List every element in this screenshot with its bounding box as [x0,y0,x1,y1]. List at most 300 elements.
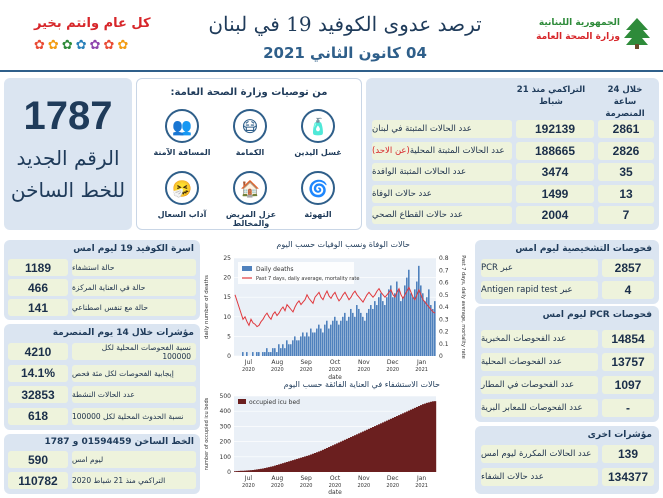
flower-icon: ✿ [75,38,87,53]
death-bar [330,325,332,356]
death-bar [292,340,294,356]
icu-bar [370,428,372,472]
y2-tick-label: 0.4 [439,304,449,311]
icu-bar [260,469,262,472]
summary-row-label [372,206,512,224]
death-bar [268,352,270,356]
icu-bar [342,441,344,472]
death-bar [376,305,378,356]
death-bar [434,301,436,356]
icu-bar [238,471,240,472]
icu-bar [414,408,416,472]
icu-bar [310,455,312,472]
indicators14-value: 618 [8,408,68,425]
icu-bar [432,401,434,472]
death-bar [352,313,354,356]
icu-bar [364,431,366,472]
icu-bar [384,422,386,472]
indicators14-label: نسبة الحدوث المحلية لكل 100000 [72,408,196,425]
header [0,0,663,74]
y-tick-label: 0 [227,353,231,360]
death-bar [306,332,308,356]
y-tick-label: 200 [219,438,231,446]
death-bar [282,344,284,356]
x-tick-label: Jan [416,475,427,482]
ventilation-icon: 🌀 [301,171,335,205]
hotline-line1: الرقم الجديد [16,146,120,170]
y2-tick-label: 0.8 [439,255,449,262]
death-bar [428,289,430,356]
icu-bar [252,470,254,472]
death-bar [426,297,428,356]
icu-bar [394,417,396,472]
hotline_calls-value: 590 [8,451,68,468]
summary-row-label [372,142,512,160]
x-tick-label: Jan [416,359,427,366]
icu-bar [304,456,306,472]
icu-bar [258,469,260,472]
y-axis-label: number of occupied icu beds [204,397,210,471]
icu-bar [266,468,268,472]
flower-icon: ✿ [47,38,59,53]
death-bar [304,336,306,356]
death-bar [412,297,414,356]
x-year-label: 2020 [386,483,400,489]
icu-bar [338,443,340,472]
icu-bar [422,404,424,472]
death-bar [384,305,386,356]
icu-bar [346,439,348,472]
icu-bar [330,446,332,472]
icu-bar [430,402,432,472]
icu-bar [274,466,276,472]
other-value: 134377 [602,468,654,486]
icu-bar [314,453,316,472]
indicators14-label: إيجابية الفحوصات لكل مئة فحص [72,365,196,382]
icu-bar [322,450,324,472]
death-bar [356,305,358,356]
hotline_calls-value: 110782 [8,472,68,489]
summary-row-label [372,163,512,181]
y-tick-label: 0 [227,469,231,476]
icu-bar [308,455,310,472]
death-bar [336,321,338,356]
decorative-flower-row [34,38,128,53]
icu-bar [242,471,244,472]
icu-bar [244,471,246,472]
icu-bar [320,451,322,472]
x-tick-label: Nov [357,475,370,482]
icu-bar [362,432,364,472]
hospital-label: حالة في العناية المركزة [72,279,196,296]
death-bar [374,301,376,356]
death-bar [288,344,290,356]
icu-bar [272,466,274,472]
pcr-title: فحوصات PCR ليوم امس [542,310,652,320]
death-bar [286,340,288,356]
x-year-label: 2020 [270,483,284,489]
hospital-label: حالة مع تنفس اصطناعي [72,299,196,316]
death-bar [314,332,316,356]
recommendations-panel [136,78,362,230]
icu-bar [234,471,236,472]
icu-bar [324,449,326,472]
pcr-label: عدد الفحوصات للمعابر البرية [481,399,598,417]
summary-row-label-text: عدد حالات القطاع الصحي [372,210,463,220]
summary-row-label-text: عدد الحالات المثبتة في لبنان [372,124,472,134]
legend-swatch [242,266,252,271]
death-bar [270,352,272,356]
icu-bar [350,437,352,472]
icu-bar [240,471,242,472]
y-tick-label: 15 [223,294,231,302]
icu-bar [290,461,292,472]
isolation-icon: 🏠 [233,171,267,205]
death-bar [328,329,330,356]
deaths-chart-title: حالات الوفاة ونسب الوفيات حسب اليوم [276,240,410,249]
death-bar [386,297,388,356]
summary-daily-value: 2826 [598,142,654,160]
summary-daily-value: 7 [598,206,654,224]
death-bar [298,340,300,356]
death-bar [276,352,278,356]
icu-bar [372,427,374,472]
icu-bar [404,412,406,472]
death-bar [354,317,356,356]
icu-bar [360,432,362,472]
death-bar [284,348,286,356]
icu-bar [336,443,338,472]
indicators14-label: نسبة الفحوصات المحلية لكل 100000 [72,343,196,360]
distance-icon: 👥 [165,109,199,143]
summary-row-label [372,120,512,138]
x-tick-label: Dec [386,475,399,482]
other-label: عدد حالات الشفاء [481,468,598,486]
icu-bar [284,463,286,472]
death-bar [410,293,412,356]
diagnostic-label: عبر PCR [481,259,598,277]
x-year-label: 2020 [299,483,313,489]
col-header-total: التراكمي منذ 21 شباط [516,85,586,107]
deaths-chart [200,248,472,380]
indicators14-value: 32853 [8,386,68,403]
icu-bar [426,403,428,472]
y-tick-label: 300 [219,423,231,431]
diagnostic-label: عبر Antigen rapid test [481,281,598,299]
death-bar [422,293,424,356]
y2-tick-label: 0.3 [439,316,449,324]
x-tick-label: Oct [329,359,341,366]
x-year-label: 2020 [328,367,342,373]
icu-bar [340,442,342,472]
death-bar [280,348,282,356]
x-tick-label: Sep [300,475,312,482]
death-bar [378,297,380,356]
death-bar [320,329,322,356]
recommendation-label: التهوئة [304,210,332,219]
icu-bar [358,433,360,472]
legend-label: occupied icu bed [249,399,300,406]
other-title: مؤشرات اخرى [587,430,652,440]
death-bar [364,321,366,356]
icu-bar [264,468,266,472]
hospital-value: 1189 [8,259,68,276]
x-tick-label: Aug [271,475,284,482]
ministry-name-line1: الجمهورية اللبنانية [538,18,620,28]
y2-axis-label: Past 7 days, daily average, mortality rate [460,255,466,359]
icu-bar [368,429,370,472]
death-bar [262,352,264,356]
death-bar [348,317,350,356]
x-year-label: 2020 [299,367,313,373]
icu-bar [352,436,354,472]
death-bar [398,289,400,356]
death-bar [278,344,280,356]
recommendation-label: آداب السعال [157,210,207,219]
icu-bar [334,444,336,472]
death-bar [418,266,420,356]
flower-icon: ✿ [89,38,101,53]
recommendation-label: عزل المريض والمخالط [225,210,277,228]
indicators14-value: 4210 [8,343,68,360]
icu-bar [428,402,430,472]
summary-row-label-text: عدد الحالات المثبتة الوافدة [372,167,467,177]
death-bar [432,309,434,356]
y-tick-label: 500 [219,393,231,400]
y2-tick-label: 0.1 [439,340,449,348]
icu-bar [328,447,330,472]
icu-bar [410,410,412,472]
y2-tick-label: 0.2 [439,328,449,336]
summary-row-label [372,185,512,203]
hotline-line2: للخط الساخن [10,178,126,202]
icu-bar [408,411,410,472]
y-axis-label: daily number of deaths [204,275,210,339]
icu-bar [316,452,318,472]
header-divider [0,70,663,72]
greeting-text: كل عام وانتم بخير [34,16,151,31]
icu-bar [282,463,284,472]
ministry-name-line2: وزارة الصحة العامة [536,32,620,42]
icu-bar [248,470,250,472]
death-bar [258,352,260,356]
hospital-label: حالة استشفاء [72,259,196,276]
death-bar [266,348,268,356]
summary-row-note: (عن الاحد) [372,145,410,156]
hospital-value: 141 [8,299,68,316]
icu-bar [268,467,270,472]
hotline_calls-label: التراكمي منذ 21 شباط 2020 [72,472,196,489]
pcr-label: عدد الفحوصات المخبرية [481,330,598,348]
death-bar [370,305,372,356]
icu-bar [294,460,296,472]
x-year-label: 2020 [242,367,255,373]
death-bar [342,317,344,356]
recommendation-label: الكمامة [235,148,265,157]
flower-icon: ✿ [103,38,115,53]
death-bar [350,309,352,356]
icu-bar [344,440,346,472]
death-bar [430,305,432,356]
icu-chart-title: حالات الاستشفاء في العناية الفائقة حسب اليوم [283,380,440,389]
icu-bar [306,456,308,472]
y-tick-label: 10 [223,313,231,321]
death-bar [362,317,364,356]
icu-bar [392,418,394,472]
icu-bar [374,426,376,472]
recommendation-label: غسل اليدين [294,148,342,157]
death-bar [324,325,326,356]
death-bar [392,297,394,356]
death-bar [360,313,362,356]
x-year-label: 2020 [357,367,371,373]
hotline-panel [4,78,132,230]
death-bar [302,332,304,356]
summary-row-label-text: عدد حالات الوفاة [372,188,432,199]
death-bar [308,336,310,356]
x-year-label: 2020 [386,367,400,373]
pcr-label: عدد الفحوصات المحلية [481,353,598,371]
x-tick-label: Aug [271,359,284,366]
summary-daily-value: 2861 [598,120,654,138]
hand-wash-icon: 🧴 [301,109,335,143]
recommendation-label: المسافة الآمنة [153,148,211,157]
x-year-label: 2020 [357,483,371,489]
death-bar [366,313,368,356]
y2-tick-label: 0.7 [439,267,449,275]
x-tick-label: Nov [357,359,370,366]
death-bar [368,309,370,356]
hospital-title: اسرة الكوفيد 19 ليوم امس [73,244,194,254]
x-tick-label: Oct [329,475,341,482]
icu-bar [418,406,420,472]
icu-bar [298,458,300,472]
icu-bar [278,464,280,472]
icu-bar [296,459,298,472]
y-tick-label: 25 [223,255,231,262]
cough-icon: 🤧 [165,171,199,205]
death-bar [334,317,336,356]
x-year-label: 2020 [270,367,284,373]
summary-total-value: 3474 [516,163,594,181]
death-bar [406,278,408,356]
icu-bar [312,454,314,472]
icu-bar [376,425,378,472]
death-bar [402,297,404,356]
pcr-value: - [602,399,654,417]
y-tick-label: 100 [219,453,231,461]
death-bar [400,301,402,356]
death-bar [408,270,410,356]
summary-daily-value: 35 [598,163,654,181]
x-tick-label: Jul [244,359,253,366]
x-year-label: 2021 [415,483,428,489]
icu-bar [332,445,334,472]
death-bar [322,332,324,356]
y-tick-label: 5 [227,333,231,341]
icu-bar [254,470,256,472]
summary-total-value: 2004 [516,206,594,224]
icu-bar [424,404,426,472]
icu-bar [396,416,398,472]
recommendations-title: من توصيات وزارة الصحة العامة: [170,87,328,98]
icu-bar [382,422,384,472]
death-bar [272,348,274,356]
other-value: 139 [602,445,654,463]
death-bar [344,313,346,356]
death-bar [326,321,328,356]
cedar-logo-icon [622,16,652,50]
icu-bar [300,458,302,472]
icu-bar [250,470,252,472]
x-axis-label: date [328,489,342,496]
flower-icon: ✿ [34,38,45,53]
y2-tick-label: 0.5 [439,291,449,299]
icu-bar [326,448,328,472]
legend-label: Daily deaths [256,266,294,273]
icu-bar [398,415,400,472]
hotline-calls-title: الخط الساخن 01594459 و 1787 [44,437,194,447]
death-bar [316,329,318,356]
page-date: 04 كانون الثاني 2021 [263,44,427,62]
death-bar [256,352,258,356]
flower-icon: ✿ [61,38,73,53]
summary-total-value: 188665 [516,142,594,160]
icu-bar [378,424,380,472]
pcr-value: 14854 [602,330,654,348]
icu-bar [406,412,408,472]
death-bar [274,348,276,356]
icu-bar [302,457,304,472]
flower-icon: ✿ [117,38,129,53]
x-axis-label: date [328,374,342,380]
icu-bar [416,407,418,472]
death-bar [300,336,302,356]
pcr-value: 13757 [602,353,654,371]
death-bar [358,309,360,356]
pcr-value: 1097 [602,376,654,394]
indicators14-title: مؤشرات خلال 14 يوم المنصرمة [52,328,194,338]
death-bar [372,309,374,356]
summary-daily-value: 13 [598,185,654,203]
death-bar [242,352,244,356]
icu-bar [354,435,356,472]
other-label: عدد الحالات المكررة ليوم امس [481,445,598,463]
hotline-number: 1787 [23,94,113,138]
death-bar [294,336,296,356]
death-bar [252,352,254,356]
page-title: ترصد عدوى الكوفيد 19 في لبنان [208,12,482,36]
x-tick-label: Sep [300,359,312,366]
death-bar [388,289,390,356]
y2-tick-label: 0.6 [439,279,449,287]
icu-bar [356,434,358,472]
x-year-label: 2021 [415,367,428,373]
death-bar [340,321,342,356]
icu-bar [388,420,390,472]
death-bar [290,344,292,356]
icu-bar [412,409,414,472]
y-tick-label: 400 [219,408,231,416]
legend-label: Past 7 days, daily average, mortality rate [256,276,360,282]
summary-total-value: 192139 [516,120,594,138]
pcr-label: عدد الفحوصات في المطار [481,376,598,394]
summary-total-value: 1499 [516,185,594,203]
icu-bar [286,462,288,472]
icu-bar [276,465,278,472]
icu-bar [380,423,382,472]
icu-bar [348,438,350,472]
